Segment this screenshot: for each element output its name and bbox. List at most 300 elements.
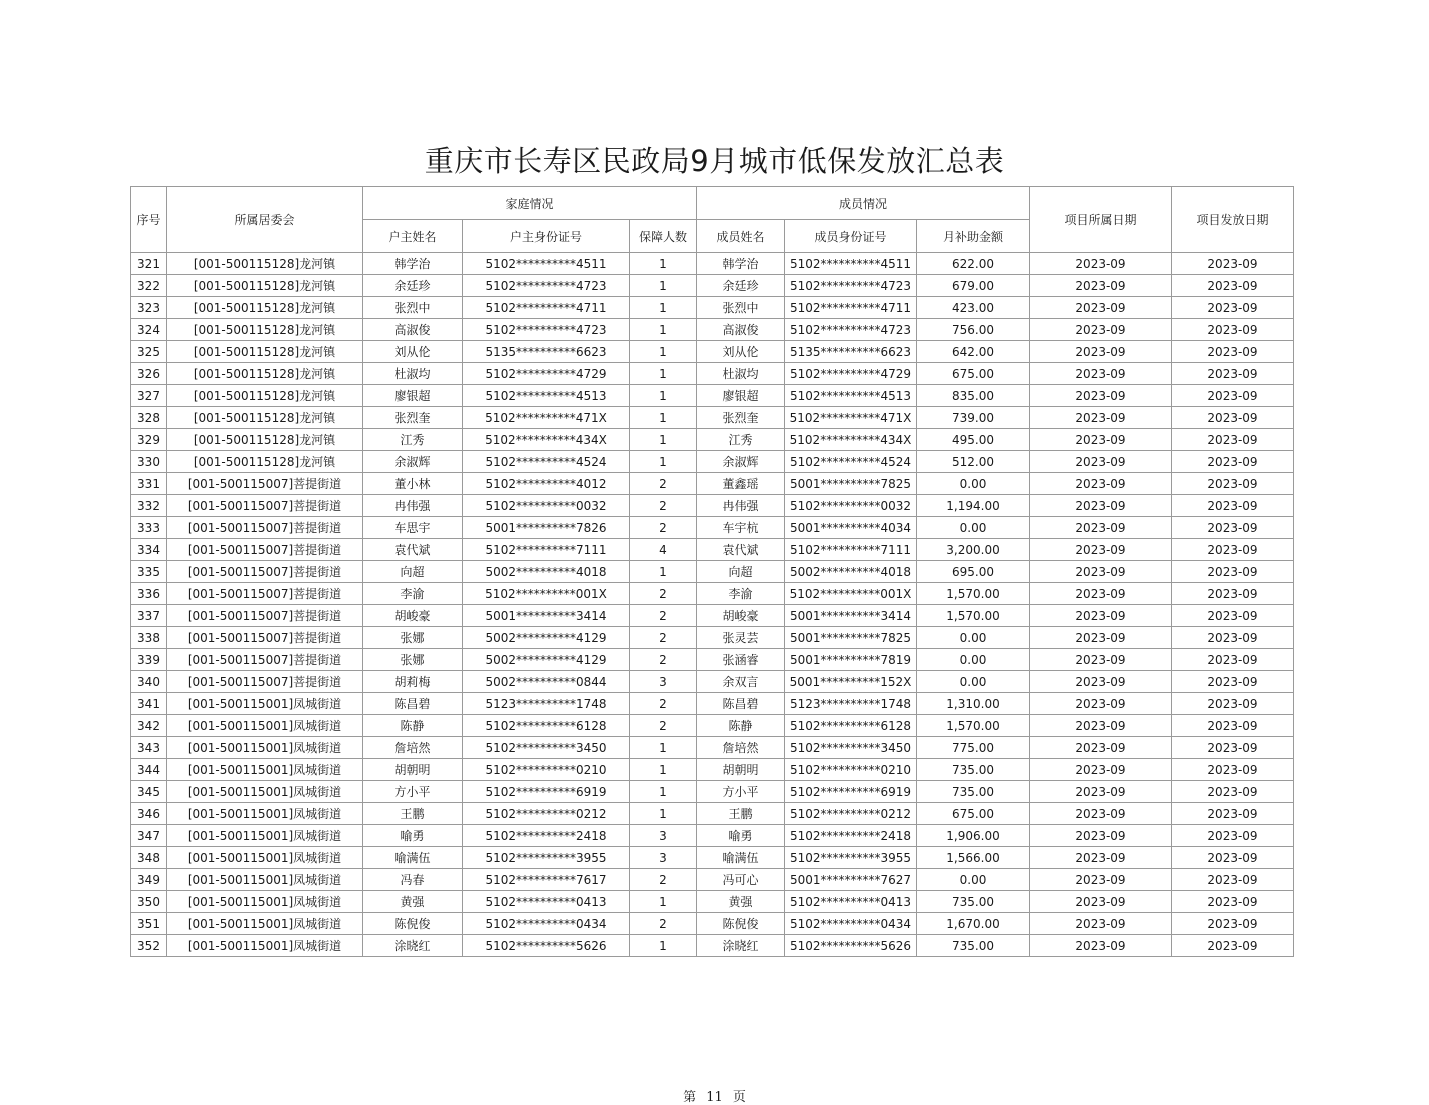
cell-head-id: 5102**********001X [463, 583, 630, 605]
header-member-name: 成员姓名 [697, 220, 785, 253]
cell-amount: 622.00 [917, 253, 1030, 275]
cell-committee: [001-500115007]菩提街道 [167, 517, 363, 539]
cell-project-date: 2023-09 [1030, 869, 1172, 891]
cell-issue-date: 2023-09 [1172, 913, 1294, 935]
cell-issue-date: 2023-09 [1172, 715, 1294, 737]
cell-project-date: 2023-09 [1030, 451, 1172, 473]
cell-member-name: 张灵芸 [697, 627, 785, 649]
cell-head-id: 5123**********1748 [463, 693, 630, 715]
cell-project-date: 2023-09 [1030, 649, 1172, 671]
cell-amount: 1,310.00 [917, 693, 1030, 715]
cell-member-name: 李渝 [697, 583, 785, 605]
cell-amount: 835.00 [917, 385, 1030, 407]
cell-head-id: 5002**********4018 [463, 561, 630, 583]
cell-head-name: 向超 [363, 561, 463, 583]
cell-committee: [001-500115128]龙河镇 [167, 341, 363, 363]
cell-member-id: 5102**********4723 [785, 319, 917, 341]
table-row [131, 517, 1294, 539]
cell-amount: 735.00 [917, 935, 1030, 957]
cell-member-name: 袁代斌 [697, 539, 785, 561]
cell-amount: 775.00 [917, 737, 1030, 759]
cell-amount: 679.00 [917, 275, 1030, 297]
cell-member-id: 5001**********7819 [785, 649, 917, 671]
cell-member-name: 余双言 [697, 671, 785, 693]
cell-head-id: 5102**********4012 [463, 473, 630, 495]
header-family-group: 家庭情况 [363, 187, 697, 220]
cell-committee: [001-500115001]凤城街道 [167, 825, 363, 847]
cell-committee: [001-500115007]菩提街道 [167, 539, 363, 561]
table-row [131, 407, 1294, 429]
cell-seq: 331 [131, 473, 167, 495]
cell-head-name: 廖银超 [363, 385, 463, 407]
cell-count: 2 [630, 495, 697, 517]
cell-committee: [001-500115128]龙河镇 [167, 275, 363, 297]
table-row [131, 803, 1294, 825]
cell-head-name: 江秀 [363, 429, 463, 451]
cell-head-name: 胡朝明 [363, 759, 463, 781]
cell-committee: [001-500115007]菩提街道 [167, 583, 363, 605]
cell-member-id: 5102**********2418 [785, 825, 917, 847]
cell-amount: 756.00 [917, 319, 1030, 341]
cell-issue-date: 2023-09 [1172, 583, 1294, 605]
cell-head-id: 5102**********471X [463, 407, 630, 429]
cell-project-date: 2023-09 [1030, 737, 1172, 759]
cell-count: 1 [630, 319, 697, 341]
cell-member-name: 陈倪俊 [697, 913, 785, 935]
cell-project-date: 2023-09 [1030, 693, 1172, 715]
cell-member-id: 5102**********471X [785, 407, 917, 429]
table-row [131, 891, 1294, 913]
cell-amount: 1,670.00 [917, 913, 1030, 935]
cell-amount: 675.00 [917, 363, 1030, 385]
cell-head-id: 5102**********0210 [463, 759, 630, 781]
cell-committee: [001-500115001]凤城街道 [167, 847, 363, 869]
cell-member-name: 冉伟强 [697, 495, 785, 517]
header-issue-date: 项目发放日期 [1172, 187, 1294, 253]
cell-seq: 343 [131, 737, 167, 759]
cell-issue-date: 2023-09 [1172, 803, 1294, 825]
cell-head-id: 5002**********0844 [463, 671, 630, 693]
cell-head-name: 余淑辉 [363, 451, 463, 473]
cell-seq: 347 [131, 825, 167, 847]
cell-issue-date: 2023-09 [1172, 275, 1294, 297]
cell-member-id: 5001**********7825 [785, 473, 917, 495]
cell-amount: 1,566.00 [917, 847, 1030, 869]
cell-project-date: 2023-09 [1030, 297, 1172, 319]
cell-member-name: 余淑辉 [697, 451, 785, 473]
cell-head-id: 5102**********6919 [463, 781, 630, 803]
cell-seq: 329 [131, 429, 167, 451]
header-count: 保障人数 [630, 220, 697, 253]
cell-head-name: 陈倪俊 [363, 913, 463, 935]
cell-project-date: 2023-09 [1030, 429, 1172, 451]
cell-count: 2 [630, 715, 697, 737]
cell-member-name: 高淑俊 [697, 319, 785, 341]
cell-seq: 321 [131, 253, 167, 275]
cell-seq: 324 [131, 319, 167, 341]
cell-issue-date: 2023-09 [1172, 253, 1294, 275]
cell-issue-date: 2023-09 [1172, 825, 1294, 847]
cell-member-name: 张烈奎 [697, 407, 785, 429]
cell-committee: [001-500115007]菩提街道 [167, 627, 363, 649]
cell-member-id: 5102**********0434 [785, 913, 917, 935]
table-body [131, 253, 1294, 957]
cell-project-date: 2023-09 [1030, 363, 1172, 385]
cell-seq: 342 [131, 715, 167, 737]
cell-member-name: 胡朝明 [697, 759, 785, 781]
cell-amount: 735.00 [917, 759, 1030, 781]
cell-issue-date: 2023-09 [1172, 627, 1294, 649]
cell-count: 2 [630, 517, 697, 539]
cell-amount: 0.00 [917, 517, 1030, 539]
cell-issue-date: 2023-09 [1172, 341, 1294, 363]
cell-member-name: 张涵睿 [697, 649, 785, 671]
table-row [131, 275, 1294, 297]
cell-committee: [001-500115128]龙河镇 [167, 253, 363, 275]
cell-issue-date: 2023-09 [1172, 451, 1294, 473]
cell-head-name: 喻满伍 [363, 847, 463, 869]
cell-issue-date: 2023-09 [1172, 539, 1294, 561]
cell-member-id: 5102**********0212 [785, 803, 917, 825]
cell-member-name: 喻满伍 [697, 847, 785, 869]
cell-amount: 0.00 [917, 627, 1030, 649]
header-seq: 序号 [131, 187, 167, 253]
cell-head-name: 冉伟强 [363, 495, 463, 517]
cell-amount: 0.00 [917, 649, 1030, 671]
cell-head-id: 5001**********7826 [463, 517, 630, 539]
cell-member-id: 5102**********4513 [785, 385, 917, 407]
cell-issue-date: 2023-09 [1172, 869, 1294, 891]
cell-member-name: 喻勇 [697, 825, 785, 847]
cell-count: 1 [630, 781, 697, 803]
cell-project-date: 2023-09 [1030, 385, 1172, 407]
cell-member-id: 5102**********3955 [785, 847, 917, 869]
cell-issue-date: 2023-09 [1172, 781, 1294, 803]
cell-count: 3 [630, 847, 697, 869]
cell-member-id: 5102**********6919 [785, 781, 917, 803]
cell-head-id: 5102**********0434 [463, 913, 630, 935]
cell-head-id: 5102**********3450 [463, 737, 630, 759]
cell-amount: 0.00 [917, 869, 1030, 891]
table-row [131, 429, 1294, 451]
table-row [131, 495, 1294, 517]
table-row [131, 319, 1294, 341]
cell-project-date: 2023-09 [1030, 473, 1172, 495]
table-row [131, 671, 1294, 693]
cell-member-name: 黄强 [697, 891, 785, 913]
cell-member-id: 5001**********7825 [785, 627, 917, 649]
cell-member-id: 5001**********4034 [785, 517, 917, 539]
cell-seq: 339 [131, 649, 167, 671]
table-row [131, 561, 1294, 583]
cell-count: 2 [630, 693, 697, 715]
cell-head-name: 刘从伦 [363, 341, 463, 363]
cell-issue-date: 2023-09 [1172, 319, 1294, 341]
cell-project-date: 2023-09 [1030, 935, 1172, 957]
page-title: 重庆市长寿区民政局9月城市低保发放汇总表 [424, 144, 1005, 178]
cell-member-name: 冯可心 [697, 869, 785, 891]
cell-issue-date: 2023-09 [1172, 517, 1294, 539]
cell-count: 1 [630, 341, 697, 363]
cell-seq: 334 [131, 539, 167, 561]
page-value: 11 [706, 1090, 723, 1105]
cell-member-id: 5123**********1748 [785, 693, 917, 715]
cell-member-id: 5102**********001X [785, 583, 917, 605]
header-head-name: 户主姓名 [363, 220, 463, 253]
cell-count: 3 [630, 671, 697, 693]
cell-committee: [001-500115128]龙河镇 [167, 385, 363, 407]
cell-issue-date: 2023-09 [1172, 605, 1294, 627]
cell-member-id: 5102**********4711 [785, 297, 917, 319]
cell-seq: 330 [131, 451, 167, 473]
cell-issue-date: 2023-09 [1172, 847, 1294, 869]
cell-count: 1 [630, 561, 697, 583]
cell-member-name: 向超 [697, 561, 785, 583]
table-row [131, 759, 1294, 781]
cell-issue-date: 2023-09 [1172, 495, 1294, 517]
cell-committee: [001-500115001]凤城街道 [167, 803, 363, 825]
cell-head-name: 李渝 [363, 583, 463, 605]
cell-project-date: 2023-09 [1030, 803, 1172, 825]
cell-committee: [001-500115007]菩提街道 [167, 561, 363, 583]
cell-amount: 423.00 [917, 297, 1030, 319]
cell-count: 2 [630, 583, 697, 605]
cell-seq: 345 [131, 781, 167, 803]
cell-member-name: 陈昌碧 [697, 693, 785, 715]
cell-issue-date: 2023-09 [1172, 363, 1294, 385]
cell-seq: 327 [131, 385, 167, 407]
cell-project-date: 2023-09 [1030, 891, 1172, 913]
cell-head-name: 袁代斌 [363, 539, 463, 561]
cell-member-name: 余廷珍 [697, 275, 785, 297]
table-row [131, 693, 1294, 715]
cell-amount: 1,570.00 [917, 715, 1030, 737]
cell-issue-date: 2023-09 [1172, 429, 1294, 451]
cell-head-name: 方小平 [363, 781, 463, 803]
cell-amount: 695.00 [917, 561, 1030, 583]
header-amount: 月补助金额 [917, 220, 1030, 253]
cell-member-id: 5002**********4018 [785, 561, 917, 583]
cell-head-id: 5002**********4129 [463, 649, 630, 671]
cell-committee: [001-500115007]菩提街道 [167, 649, 363, 671]
cell-project-date: 2023-09 [1030, 495, 1172, 517]
cell-head-name: 涂晓红 [363, 935, 463, 957]
cell-issue-date: 2023-09 [1172, 473, 1294, 495]
cell-committee: [001-500115007]菩提街道 [167, 473, 363, 495]
cell-head-name: 王鹏 [363, 803, 463, 825]
cell-head-id: 5102**********7111 [463, 539, 630, 561]
cell-head-name: 陈静 [363, 715, 463, 737]
cell-committee: [001-500115001]凤城街道 [167, 759, 363, 781]
cell-seq: 349 [131, 869, 167, 891]
cell-amount: 739.00 [917, 407, 1030, 429]
cell-committee: [001-500115001]凤城街道 [167, 891, 363, 913]
cell-committee: [001-500115007]菩提街道 [167, 605, 363, 627]
cell-committee: [001-500115128]龙河镇 [167, 297, 363, 319]
cell-seq: 346 [131, 803, 167, 825]
cell-committee: [001-500115007]菩提街道 [167, 495, 363, 517]
table-row [131, 913, 1294, 935]
table-row [131, 451, 1294, 473]
cell-seq: 323 [131, 297, 167, 319]
cell-head-id: 5102**********0413 [463, 891, 630, 913]
cell-amount: 0.00 [917, 671, 1030, 693]
cell-issue-date: 2023-09 [1172, 561, 1294, 583]
cell-committee: [001-500115007]菩提街道 [167, 671, 363, 693]
cell-project-date: 2023-09 [1030, 253, 1172, 275]
cell-count: 2 [630, 649, 697, 671]
cell-head-id: 5002**********4129 [463, 627, 630, 649]
header-committee: 所属居委会 [167, 187, 363, 253]
cell-count: 4 [630, 539, 697, 561]
cell-amount: 1,906.00 [917, 825, 1030, 847]
page-suffix: 页 [732, 1090, 746, 1105]
cell-head-name: 胡峻豪 [363, 605, 463, 627]
cell-head-id: 5102**********7617 [463, 869, 630, 891]
cell-issue-date: 2023-09 [1172, 759, 1294, 781]
cell-head-id: 5102**********2418 [463, 825, 630, 847]
cell-project-date: 2023-09 [1030, 275, 1172, 297]
cell-member-id: 5102**********7111 [785, 539, 917, 561]
cell-count: 1 [630, 935, 697, 957]
cell-head-name: 陈昌碧 [363, 693, 463, 715]
cell-project-date: 2023-09 [1030, 715, 1172, 737]
cell-member-id: 5102**********434X [785, 429, 917, 451]
cell-committee: [001-500115128]龙河镇 [167, 363, 363, 385]
header-member-id: 成员身份证号 [785, 220, 917, 253]
cell-count: 2 [630, 605, 697, 627]
table-row [131, 715, 1294, 737]
cell-project-date: 2023-09 [1030, 341, 1172, 363]
cell-count: 1 [630, 891, 697, 913]
cell-amount: 642.00 [917, 341, 1030, 363]
cell-seq: 344 [131, 759, 167, 781]
cell-committee: [001-500115001]凤城街道 [167, 693, 363, 715]
cell-seq: 322 [131, 275, 167, 297]
cell-project-date: 2023-09 [1030, 671, 1172, 693]
cell-amount: 735.00 [917, 891, 1030, 913]
cell-count: 1 [630, 451, 697, 473]
cell-seq: 341 [131, 693, 167, 715]
cell-amount: 675.00 [917, 803, 1030, 825]
cell-member-name: 胡峻豪 [697, 605, 785, 627]
cell-member-id: 5102**********5626 [785, 935, 917, 957]
table-row [131, 649, 1294, 671]
cell-committee: [001-500115001]凤城街道 [167, 913, 363, 935]
cell-count: 2 [630, 473, 697, 495]
cell-amount: 1,570.00 [917, 605, 1030, 627]
cell-member-name: 董鑫瑶 [697, 473, 785, 495]
cell-member-name: 涂晓红 [697, 935, 785, 957]
cell-committee: [001-500115001]凤城街道 [167, 869, 363, 891]
cell-head-id: 5001**********3414 [463, 605, 630, 627]
cell-member-id: 5001**********3414 [785, 605, 917, 627]
table-row [131, 825, 1294, 847]
cell-member-id: 5102**********4524 [785, 451, 917, 473]
cell-issue-date: 2023-09 [1172, 737, 1294, 759]
cell-seq: 326 [131, 363, 167, 385]
cell-issue-date: 2023-09 [1172, 385, 1294, 407]
cell-seq: 335 [131, 561, 167, 583]
cell-head-name: 董小林 [363, 473, 463, 495]
cell-head-id: 5102**********4711 [463, 297, 630, 319]
cell-member-id: 5102**********0032 [785, 495, 917, 517]
cell-amount: 1,194.00 [917, 495, 1030, 517]
cell-amount: 1,570.00 [917, 583, 1030, 605]
cell-issue-date: 2023-09 [1172, 297, 1294, 319]
cell-member-id: 5102**********4511 [785, 253, 917, 275]
cell-head-name: 高淑俊 [363, 319, 463, 341]
cell-head-id: 5102**********0032 [463, 495, 630, 517]
cell-issue-date: 2023-09 [1172, 407, 1294, 429]
cell-count: 1 [630, 803, 697, 825]
cell-amount: 0.00 [917, 473, 1030, 495]
table-row [131, 869, 1294, 891]
cell-project-date: 2023-09 [1030, 407, 1172, 429]
cell-head-name: 詹培然 [363, 737, 463, 759]
cell-seq: 332 [131, 495, 167, 517]
cell-count: 1 [630, 253, 697, 275]
cell-issue-date: 2023-09 [1172, 935, 1294, 957]
table-row [131, 473, 1294, 495]
table-row [131, 253, 1294, 275]
cell-amount: 3,200.00 [917, 539, 1030, 561]
cell-issue-date: 2023-09 [1172, 891, 1294, 913]
cell-amount: 512.00 [917, 451, 1030, 473]
cell-seq: 325 [131, 341, 167, 363]
cell-project-date: 2023-09 [1030, 781, 1172, 803]
cell-member-name: 刘从伦 [697, 341, 785, 363]
cell-committee: [001-500115001]凤城街道 [167, 935, 363, 957]
page-prefix: 第 [683, 1090, 697, 1105]
cell-seq: 336 [131, 583, 167, 605]
table-row [131, 583, 1294, 605]
cell-head-name: 张娜 [363, 649, 463, 671]
cell-member-name: 江秀 [697, 429, 785, 451]
header-member-group: 成员情况 [697, 187, 1030, 220]
cell-member-name: 王鹏 [697, 803, 785, 825]
cell-head-name: 喻勇 [363, 825, 463, 847]
table-row [131, 385, 1294, 407]
cell-head-name: 张烈中 [363, 297, 463, 319]
cell-member-id: 5102**********6128 [785, 715, 917, 737]
cell-count: 2 [630, 913, 697, 935]
cell-member-name: 韩学治 [697, 253, 785, 275]
cell-head-name: 车思宇 [363, 517, 463, 539]
cell-head-id: 5102**********4513 [463, 385, 630, 407]
table-row [131, 363, 1294, 385]
table-row [131, 935, 1294, 957]
cell-count: 1 [630, 429, 697, 451]
cell-project-date: 2023-09 [1030, 627, 1172, 649]
cell-count: 3 [630, 825, 697, 847]
table-row [131, 781, 1294, 803]
cell-seq: 338 [131, 627, 167, 649]
cell-project-date: 2023-09 [1030, 319, 1172, 341]
cell-head-id: 5102**********6128 [463, 715, 630, 737]
cell-project-date: 2023-09 [1030, 913, 1172, 935]
cell-seq: 350 [131, 891, 167, 913]
cell-seq: 351 [131, 913, 167, 935]
cell-head-id: 5102**********434X [463, 429, 630, 451]
cell-count: 1 [630, 385, 697, 407]
cell-count: 1 [630, 297, 697, 319]
cell-seq: 348 [131, 847, 167, 869]
cell-project-date: 2023-09 [1030, 539, 1172, 561]
cell-member-id: 5102**********0413 [785, 891, 917, 913]
table-row [131, 737, 1294, 759]
cell-head-id: 5102**********3955 [463, 847, 630, 869]
